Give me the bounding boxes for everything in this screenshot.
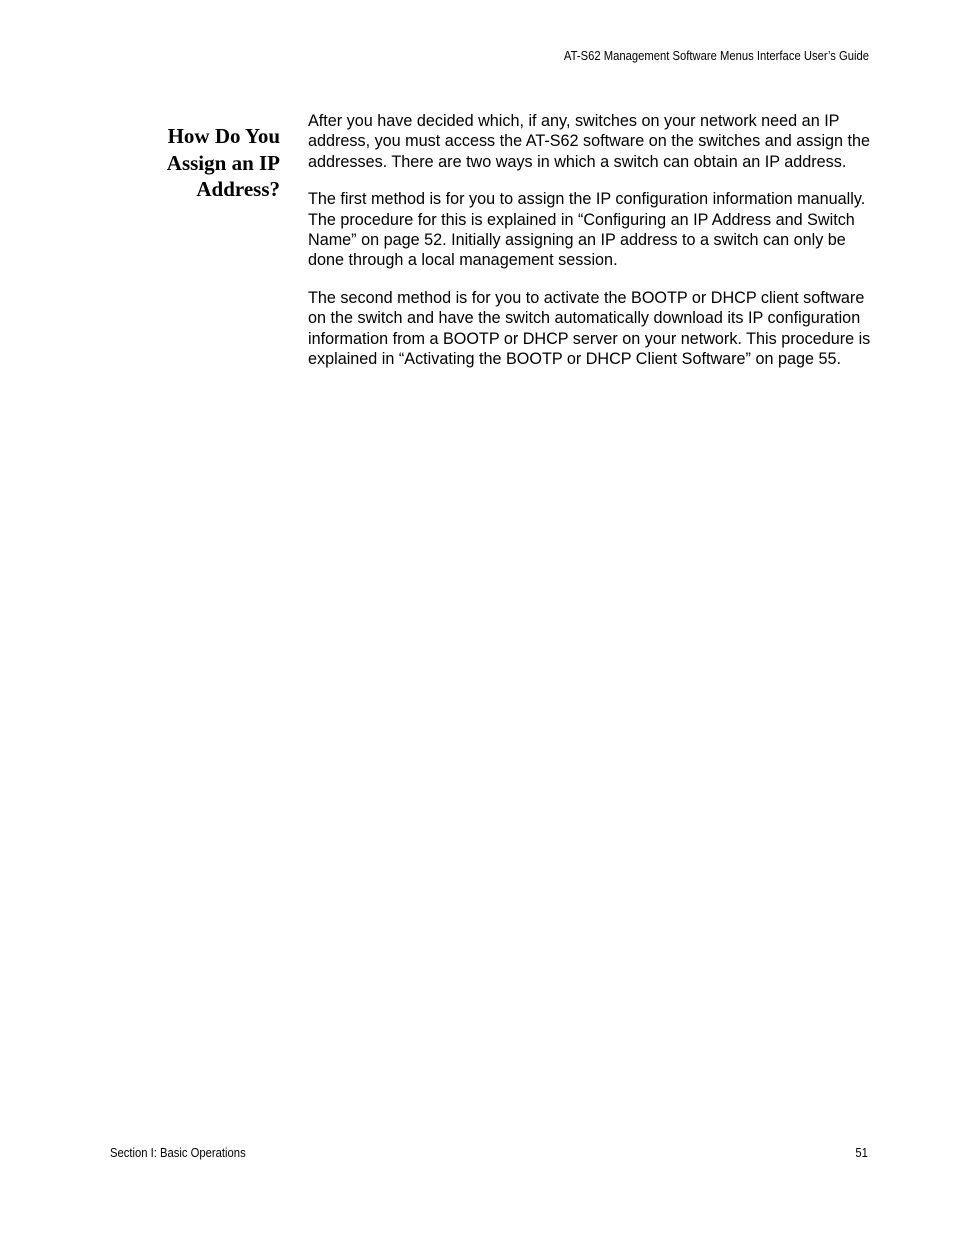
body-text — [308, 111, 874, 387]
footer-section-label: Section I: Basic Operations — [110, 1146, 246, 1160]
footer-page-number: 51 — [855, 1146, 868, 1160]
running-header: AT-S62 Management Software Menus Interface User’s Guide — [563, 49, 869, 63]
heading-line-1: How Do You — [167, 124, 280, 149]
paragraph-1: After you have decided which, if any, switches on your network need an IP address, you must access the AT-S62 software on the switches and assign the addresses. There are two ways in which a switch can obtain an IP address. — [308, 112, 871, 171]
paragraph-2: The first method is for you to assign the IP configuration information manually. The procedure for this is explained in “Configuring an IP Address and Switch Name” on page 52. Initially assigning an IP address to a switch can only be done through a local management session. — [308, 190, 866, 270]
paragraph-3: The second method is for you to activate the BOOTP or DHCP client software on the switch and have the switch automatically download its IP configuration information from a BOOTP or DHCP server on your network. This procedure is explained in “Activating the BOOTP or DHCP Client Software” on page 55. — [308, 289, 871, 368]
heading-line-3: Address? — [196, 177, 280, 202]
heading-line-2: Assign an IP — [166, 150, 280, 175]
section-heading — [80, 123, 280, 203]
